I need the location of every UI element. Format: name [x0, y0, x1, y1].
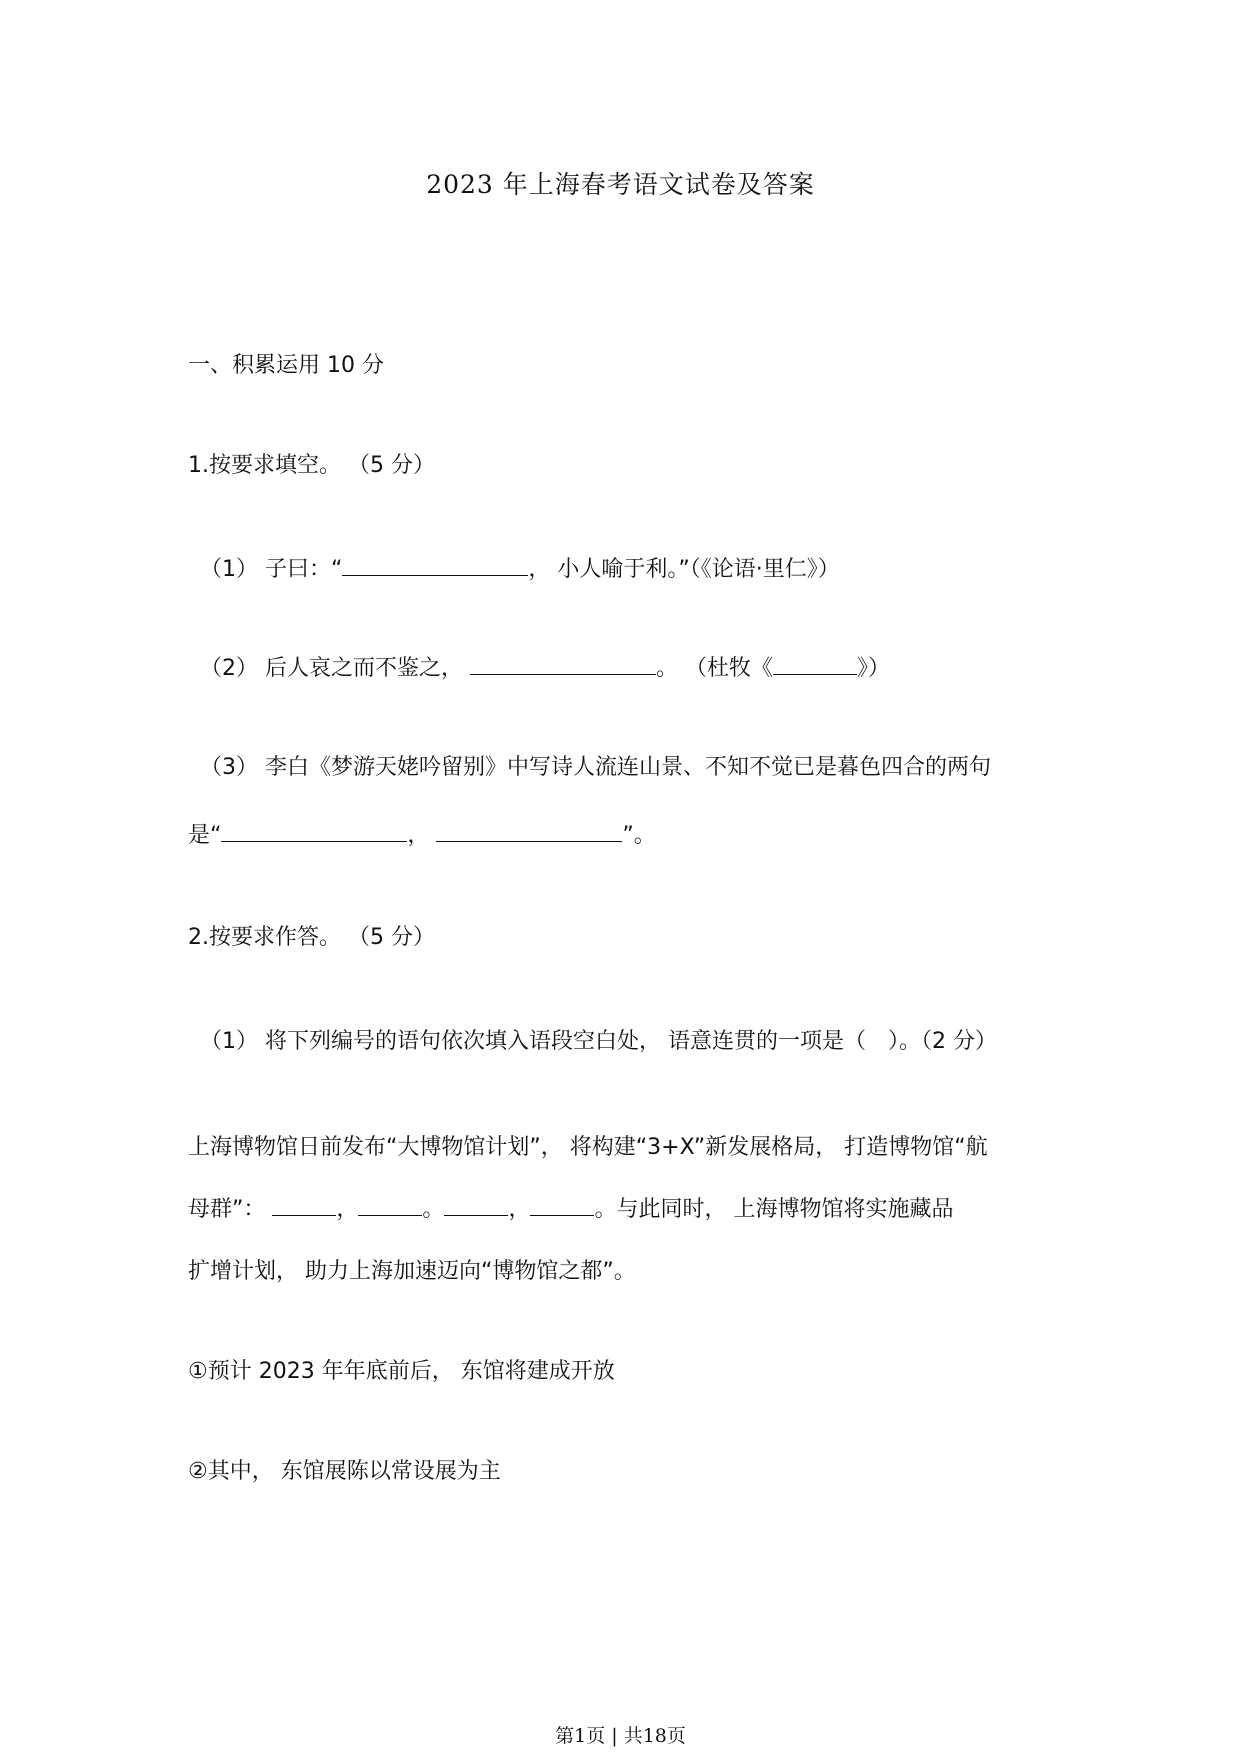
page-footer: 第1页 | 共18页 [555, 1725, 686, 1747]
answer-blank [444, 1193, 508, 1216]
question-1-item-3: （3） 李白《梦游天姥吟留别》中写诗人流连山景、不知不觉已是暮色四合的两句 [200, 755, 991, 780]
section-heading: 一、积累运用 10 分 [188, 353, 384, 378]
answer-blank [272, 1193, 336, 1216]
item-text: 是“ [188, 823, 222, 848]
answer-blank [221, 819, 407, 842]
item-text: ， 小人喻于利。”（《论语·里仁》） [528, 557, 840, 582]
item-text: 。 [422, 1197, 445, 1222]
question-2-sub-1: （1） 将下列编号的语句依次填入语段空白处， 语意连贯的一项是（ ）。（2 分） [200, 1029, 997, 1054]
question-2-heading: 2.按要求作答。 （5 分） [188, 925, 435, 950]
item-text: （1） 子曰：“ [200, 557, 343, 582]
passage-line: 上海博物馆日前发布“大博物馆计划”， 将构建“3+X”新发展格局， 打造博物馆“航 [188, 1135, 988, 1160]
item-text: （2） 后人哀之而不鉴之， [200, 656, 470, 681]
option-1: ①预计 2023 年年底前后， 东馆将建成开放 [188, 1359, 615, 1384]
answer-blank [470, 652, 656, 675]
page-title: 2023 年上海春考语文试卷及答案 [426, 170, 815, 199]
question-1-item-1 [200, 552, 840, 588]
answer-blank [530, 1193, 594, 1216]
item-text: ”。 [622, 823, 656, 848]
question-1-item-3-answer [188, 818, 656, 854]
question-1-heading: 1.按要求填空。 （5 分） [188, 453, 435, 478]
item-text: ， [508, 1197, 531, 1222]
item-text: ， [407, 823, 437, 848]
item-text: 。与此同时， 上海博物馆将实施藏品 [594, 1197, 954, 1222]
passage-line [188, 1192, 953, 1228]
option-2: ②其中， 东馆展陈以常设展为主 [188, 1459, 501, 1484]
question-1-item-2 [200, 651, 890, 687]
item-text: 》） [856, 656, 890, 681]
answer-blank [436, 819, 622, 842]
passage-line: 扩增计划， 助力上海加速迈向“博物馆之都”。 [188, 1259, 636, 1284]
item-text: 。 （杜牧《 [655, 656, 773, 681]
item-text: 母群”： [188, 1197, 273, 1222]
answer-blank [358, 1193, 422, 1216]
answer-blank [342, 553, 528, 576]
answer-blank [773, 652, 857, 675]
item-text: ， [336, 1197, 359, 1222]
